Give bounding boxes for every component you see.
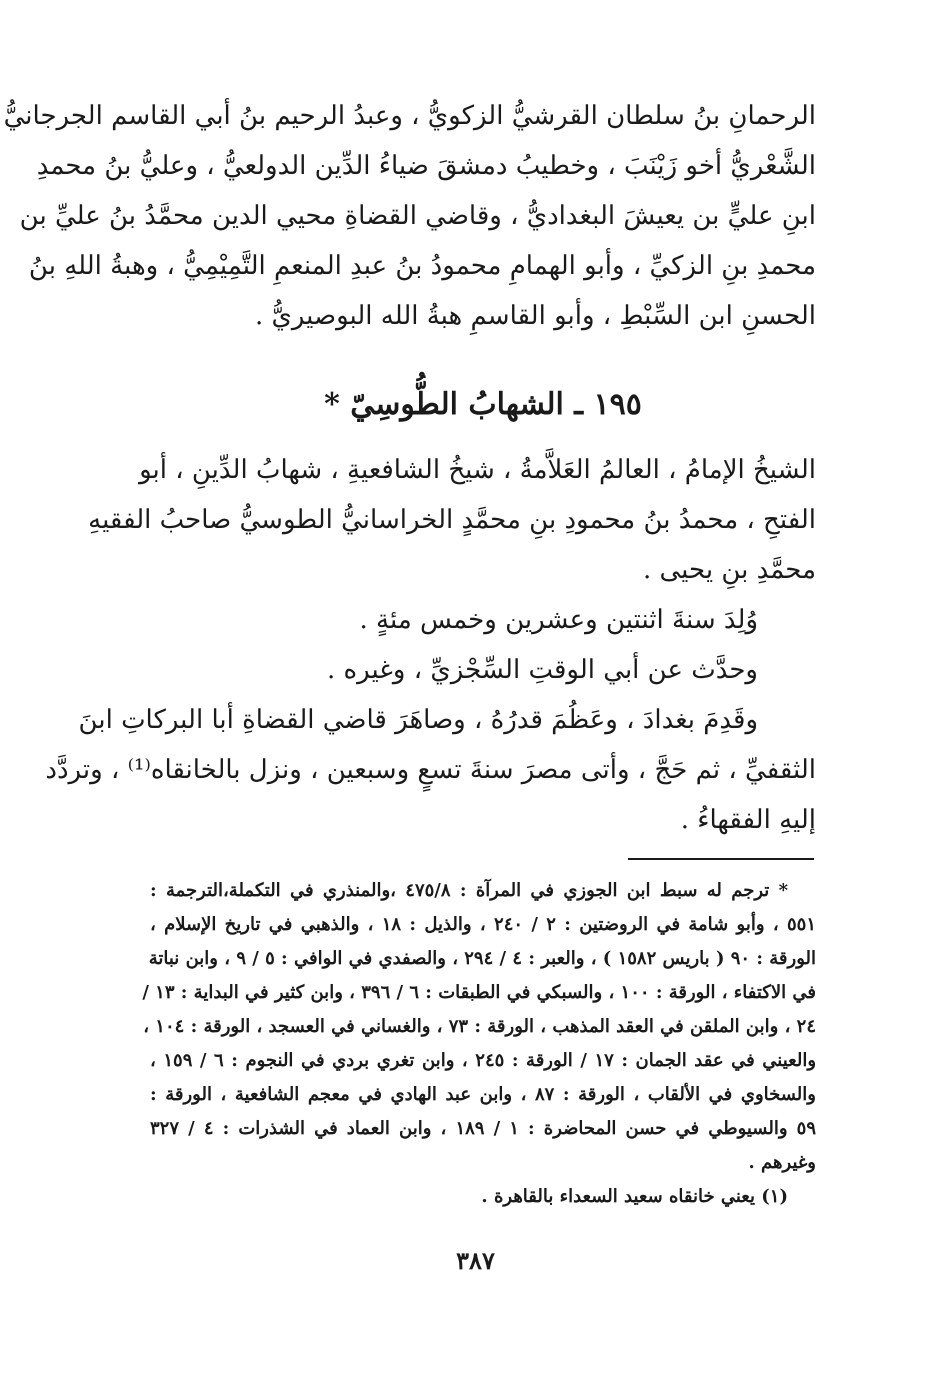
text-line: وحدَّث عن أبي الوقتِ السِّجْزيِّ ، وغيره . [326, 655, 758, 685]
footnote-line: الورقة : ٩٠ ( باريس ١٥٨٢ ) ، والعبر : ٤ / ٢٩٤ ، والصفدي في الوافي : ٥ / ٩ ، وابن نباتة [148, 948, 816, 969]
text-line: محمدِ بنِ الزكيِّ ، وأبو الهمامِ محمودُ بنُ عبدِ المنعمِ التَّمِيْمِيُّ ، وهبةُ اللهِ بنُ [28, 251, 816, 281]
footnote-1: (١) يعني خانقاه سعيد السعداء بالقاهرة . [481, 1186, 788, 1207]
text-line: الفتحِ ، محمدُ بنُ محمودِ بنِ محمَّدٍ الخراسانيُّ الطوسيُّ صاحبُ الفقيهِ [88, 505, 816, 535]
text-line: وقَدِمَ بغدادَ ، وعَظُمَ قدرُهُ ، وصاهَرَ قاضي القضاةِ أبا البركاتِ ابنَ [78, 705, 758, 735]
entry-body [45, 450, 816, 840]
text-line: محمَّدِ بنِ يحيى . [642, 555, 816, 585]
top-paragraph [3, 96, 816, 346]
text-line: الشَّعْريُّ أخو زَيْنَبَ ، وخطيبُ دمشقَ ضياءُ الدِّين الدولعيُّ ، وعليُّ بنُ محمدِ [36, 151, 816, 181]
footnotes [142, 876, 817, 1216]
text-line: ابنِ عليٍّ بن يعيشَ البغداديُّ ، وقاضي القضاةِ محيي الدين محمَّدُ بنُ عليِّ بن [19, 201, 816, 231]
footnote-line: والسخاوي في الألقاب ، الورقة : ٨٧ ، وابن عبد الهادي في معجم الشافعية ، الورقة : [150, 1084, 816, 1105]
footnote-line: * ترجم له سبط ابن الجوزي في المرآة : ٤٧٥/٨ ،والمنذري في التكملة،الترجمة : [150, 880, 789, 901]
footnote-line: ٥٥١ ، وأبو شامة في الروضتين : ٢ / ٢٤٠ ، والذيل : ١٨ ، والذهبي في تاريخ الإسلام ، [150, 914, 817, 935]
footnote-line: والعيني في عقد الجمان : ١٧ / الورقة : ٢٤٥ ، وابن تغري بردي في النجوم : ٦ / ١٥٩ ، [150, 1050, 817, 1071]
text-line: إليهِ الفقهاءُ . [680, 805, 816, 835]
footnote-line: وغيرهم . [748, 1152, 816, 1173]
text-line: الحسنِ ابن السِّبْطِ ، وأبو القاسمِ هبةُ الله البوصيريُّ . [254, 301, 816, 331]
page-number: ٣٨٧ [456, 1246, 495, 1275]
footnote-line: ٥٩ والسيوطي في حسن المحاضرة : ١ / ١٨٩ ، وابن العماد في الشذرات : ٤ / ٣٢٧ [150, 1118, 816, 1139]
entry-title: ١٩٥ ـ الشهابُ الطُّوسِيّ * [324, 387, 642, 422]
text-line: الشيخُ الإمامُ ، العالمُ العَلاَّمةُ ، شيخُ الشافعيةِ ، شهابُ الدِّينِ ، أبو [139, 455, 816, 485]
text-line: وُلِدَ سنةَ اثنتين وعشرين وخمس مئةٍ . [359, 605, 758, 635]
footnote-separator [628, 858, 814, 860]
footnote-line: ٢٤ ، وابن الملقن في العقد المذهب ، الورقة : ٧٣ ، والغساني في العسجد ، الورقة : ١٠٤ ، [143, 1016, 816, 1037]
text-line: الثقفيِّ ، ثم حَجَّ ، وأتى مصرَ سنةَ تسعٍ وسبعين ، ونزل بالخانقاه⁽¹⁾ ، وتردَّد [45, 755, 816, 785]
footnote-line: في الاكتفاء ، الورقة : ١٠٠ ، والسبكي في الطبقات : ٦ / ٣٩٦ ، وابن كثير في البداية : ١٣ / [142, 982, 816, 1003]
text-line: الرحمانِ بنُ سلطان القرشيُّ الزكويُّ ، وعبدُ الرحيم بنُ أبي القاسم الجرجانيُّ [3, 101, 816, 131]
